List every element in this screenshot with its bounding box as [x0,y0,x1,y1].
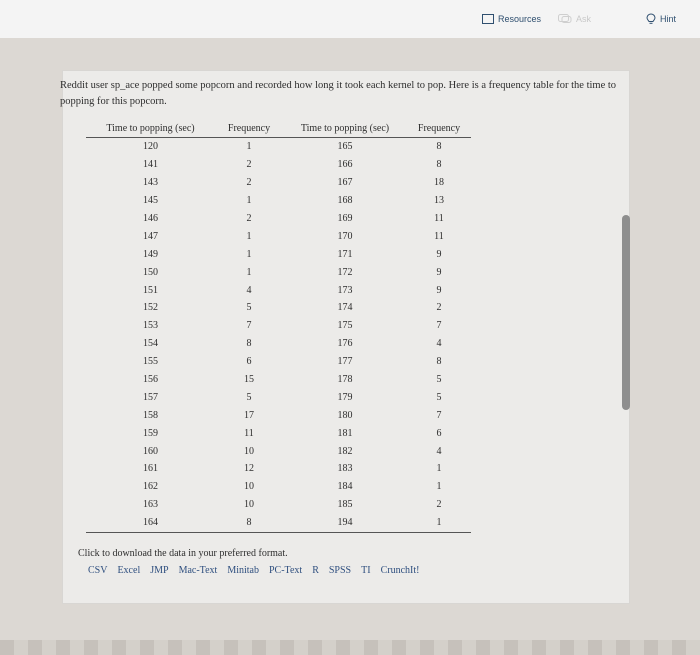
table-cell: 8 [246,338,252,350]
table-cell: 174 [337,302,353,314]
table-cell: 161 [143,463,158,475]
table-row [86,442,471,460]
table-cell: 7 [436,320,442,332]
table-cell: 146 [143,213,158,224]
table-cell: 171 [337,248,353,260]
table-row [86,263,471,281]
table-cell: 9 [436,266,442,278]
table-cell: 143 [143,177,158,189]
download-instructions: Click to download the data in your preferred format. [78,548,288,559]
download-format-link[interactable]: TI [361,565,371,576]
table-cell: 163 [143,499,158,511]
table-cell: 2 [246,213,252,224]
ask-label: Ask [576,14,592,24]
table-cell: 159 [143,427,158,439]
table-cell: 11 [434,213,444,224]
table-cell: 2 [436,302,442,314]
table-cell: 156 [143,374,158,386]
table-cell: 5 [246,302,252,314]
table-row [86,174,471,192]
frequency-table [86,120,471,533]
resources-button[interactable] [482,10,541,28]
question-intro: Reddit user sp_ace popped some popcorn and recorded how long it took each kernel to pop. Here is a frequency table for the time to popping for this popcorn. [60,80,617,107]
table-cell: 10 [244,481,254,493]
table-row [86,335,471,353]
table-row [86,460,471,478]
table-row [86,514,471,532]
table-body [86,138,471,533]
resources-label: Resources [498,14,542,24]
table-cell: 1 [246,248,252,260]
table-cell: 168 [337,195,353,207]
table-cell: 9 [436,248,442,260]
table-cell: 166 [337,159,353,171]
table-cell: 141 [143,159,158,171]
table-cell: 185 [337,499,353,511]
table-cell: 154 [143,338,158,350]
table-cell: 183 [337,463,353,475]
table-cell: 1 [246,266,252,278]
table-row [86,478,471,496]
table-row [86,138,471,156]
download-format-link[interactable]: Minitab [227,565,259,576]
table-cell: 194 [283,514,407,532]
table-cell: 158 [143,409,158,421]
table-cell: 1 [246,230,252,242]
table-cell: 1 [436,481,442,493]
table-cell: 10 [244,499,254,511]
table-cell: 12 [244,463,254,475]
hint-button[interactable] [646,10,676,28]
table-cell: 179 [337,391,353,403]
table-cell: 15 [244,374,254,386]
table-header: Time to popping (sec) [283,120,407,138]
table-row [86,353,471,371]
table-cell: 170 [337,230,353,242]
table-cell: 5 [436,391,442,403]
table-cell: 7 [246,320,252,332]
table-header: Frequency [215,120,283,138]
download-formats [88,565,419,576]
table-cell: 147 [143,230,158,242]
table-row [86,245,471,263]
table-cell: 8 [436,356,442,368]
table-cell: 4 [436,338,442,350]
table-cell: 7 [436,409,442,421]
table-cell: 18 [434,177,444,189]
table-cell: 120 [143,141,158,153]
table-cell: 17 [244,409,254,421]
table-cell: 150 [143,266,158,278]
table-cell: 157 [143,391,158,403]
table-row [86,496,471,514]
table-cell: 160 [143,445,158,457]
table-row [86,210,471,228]
table-cell: 4 [246,284,252,296]
table-cell: 8 [436,141,442,153]
table-cell: 145 [143,195,158,207]
table-cell: 1 [246,195,252,207]
table-cell: 172 [337,266,353,278]
table-cell: 9 [436,284,442,296]
resources-icon [482,14,494,24]
scrollbar-thumb[interactable] [622,215,630,410]
table-cell: 181 [337,427,353,439]
table-header: Frequency [407,120,471,138]
ask-button[interactable] [558,10,591,28]
download-format-link[interactable]: Excel [117,565,141,576]
table-row [86,388,471,406]
table-cell: 8 [215,514,283,532]
table-cell: 175 [337,320,353,332]
table-cell: 5 [246,391,252,403]
table-cell: 2 [246,177,252,189]
lightbulb-icon [646,13,656,25]
table-cell: 11 [434,230,444,242]
table-cell: 1 [407,514,471,532]
table-cell: 2 [246,159,252,171]
table-cell: 151 [143,284,158,296]
top-toolbar [0,0,700,39]
table-cell: 164 [86,514,215,532]
table-cell: 152 [143,302,158,314]
download-format-link[interactable]: Mac-Text [178,565,218,576]
table-cell: 149 [143,248,158,260]
table-cell: 182 [337,445,353,457]
table-cell: 177 [337,356,353,368]
table-row [86,406,471,424]
table-cell: 178 [337,374,353,386]
table-header: Time to popping (sec) [86,120,215,138]
table-row [86,281,471,299]
table-cell: 153 [143,320,158,332]
table-cell: 8 [436,159,442,171]
table-row [86,192,471,210]
table-cell: 4 [436,445,442,457]
table-cell: 1 [436,463,442,475]
table-cell: 176 [337,338,353,350]
table-cell: 2 [436,499,442,511]
table-cell: 155 [143,356,158,368]
table-cell: 5 [436,374,442,386]
table-row [86,317,471,335]
background-strip [0,640,700,655]
table-cell: 162 [143,481,158,493]
table-row [86,299,471,317]
table-cell: 13 [434,195,444,207]
table-cell: 1 [246,141,252,153]
table-row [86,371,471,389]
download-format-link[interactable]: CrunchIt! [380,565,420,576]
table-row [86,156,471,174]
table-cell: 169 [337,213,353,224]
table-cell: 180 [337,409,353,421]
download-format-link[interactable]: R [312,565,319,576]
download-format-link[interactable]: SPSS [328,565,352,576]
table-cell: 184 [337,481,353,493]
table-cell: 173 [337,284,353,296]
table-cell: 11 [244,427,254,439]
table-row [86,227,471,245]
download-format-link[interactable]: CSV [88,565,108,576]
table-cell: 10 [244,445,254,457]
table-cell: 6 [246,356,252,368]
table-cell: 167 [337,177,353,189]
chat-icon [558,14,572,24]
download-format-link[interactable]: PC-Text [268,565,303,576]
table-row [86,424,471,442]
hint-label: Hint [660,14,677,24]
table-cell: 6 [436,427,442,439]
table-cell: 165 [337,141,353,153]
download-format-link[interactable]: JMP [150,565,169,576]
